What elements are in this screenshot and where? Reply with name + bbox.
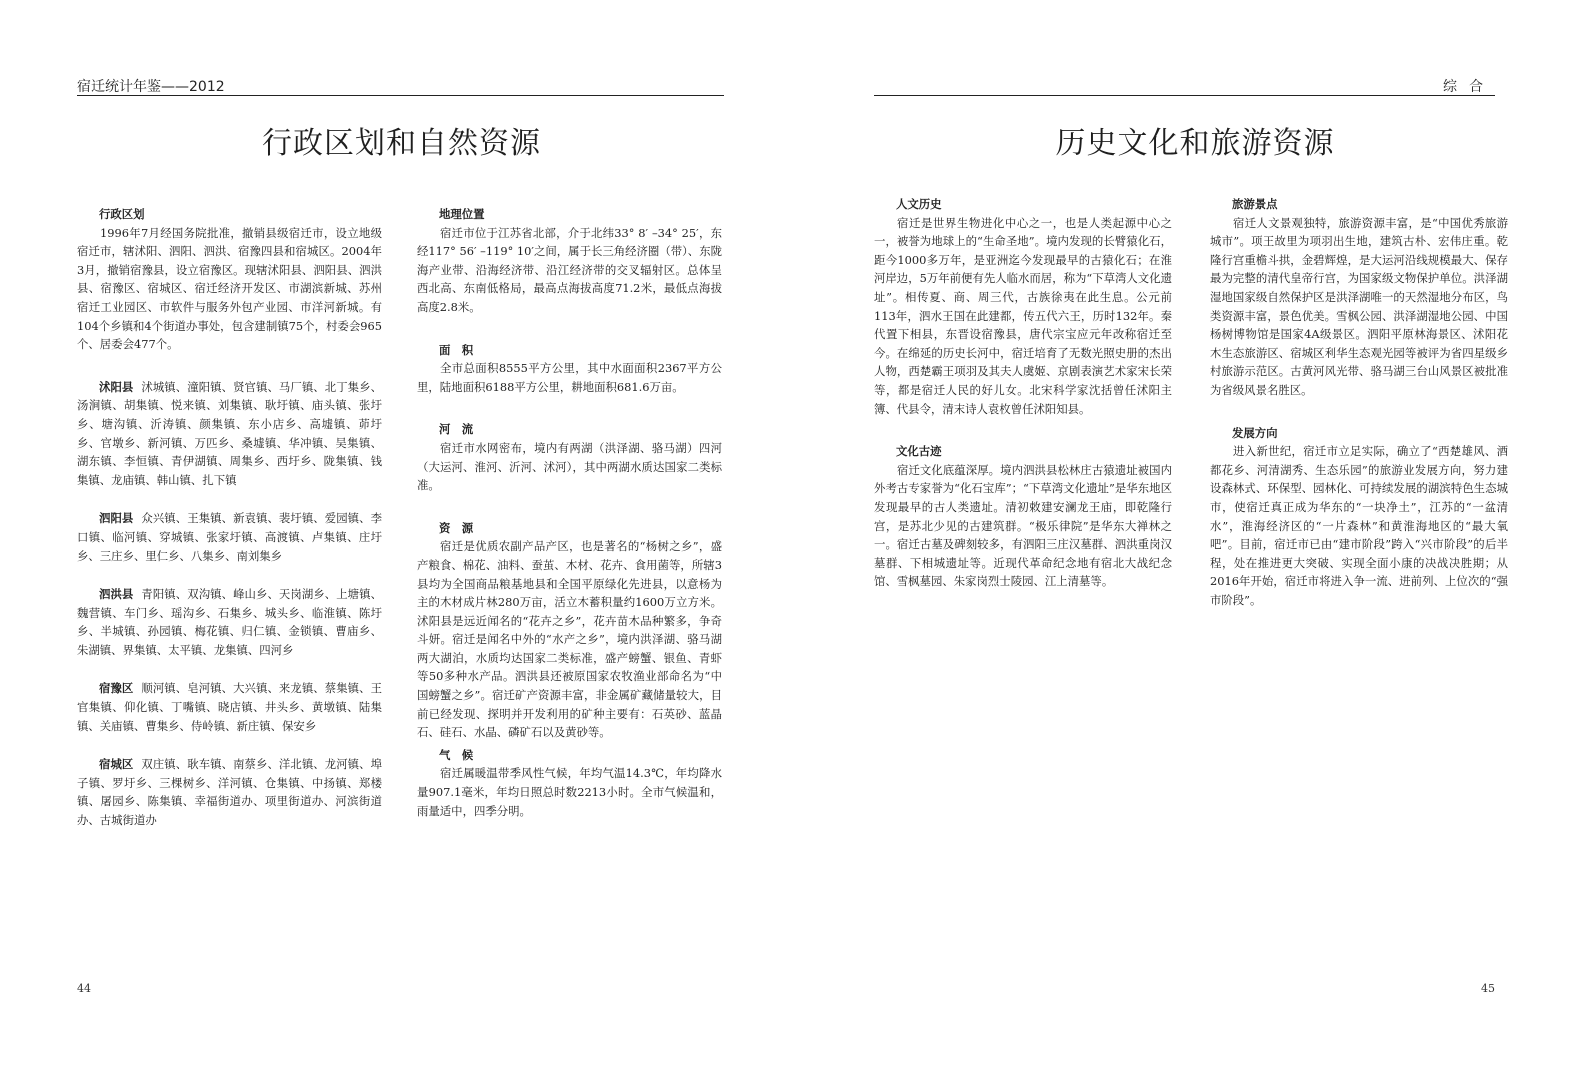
section-development bbox=[1210, 424, 1508, 610]
district-name: 宿豫区 bbox=[99, 681, 134, 696]
page-title: 行政区划和自然资源 bbox=[262, 126, 541, 161]
section-rivers bbox=[417, 420, 722, 494]
section-heading: 河 流 bbox=[439, 422, 474, 437]
running-head: 综合 bbox=[1443, 79, 1495, 95]
section-text: 宿迁文化底蕴深厚。境内泗洪县松林庄古猿遗址被国内外考古专家誉为“化石宝库”；“下草湾文化遗址”是华东地区发现最早的古人类遗址。清初敕建安澜龙王庙，即乾隆行宫，是苏北少见的古建筑群。“极乐律院”是华东大禅林之一。宿迁古墓及碑刻较多，有泗阳三庄汉墓群、泗洪重岗汉墓群、下相城遗址等。近现代革命纪念地有宿北大战纪念馆、雪枫墓园、朱家岗烈士陵园、江上清墓等。 bbox=[874, 462, 1172, 589]
district-sucheng bbox=[77, 755, 382, 829]
district-name: 泗阳县 bbox=[99, 511, 134, 526]
page-number: 44 bbox=[77, 982, 91, 995]
district-towns: 众兴镇、王集镇、新袁镇、裴圩镇、爱园镇、李口镇、临河镇、穿城镇、张家圩镇、高渡镇、卢集镇、庄圩乡、三庄乡、里仁乡、八集乡、南刘集乡 bbox=[77, 511, 382, 563]
section-heading: 行政区划 bbox=[99, 207, 145, 221]
section-text: 宿迁属暖温带季风性气候，年均气温14.3℃，年均降水量907.1毫米，年均日照总时数2213小时。全市气候温和，雨量适中，四季分明。 bbox=[417, 766, 722, 818]
section-heritage bbox=[874, 442, 1172, 591]
district-towns: 沭城镇、潼阳镇、贤官镇、马厂镇、北丁集乡、汤涧镇、胡集镇、悦来镇、刘集镇、耿圩镇、庙头镇、张圩乡、塘沟镇、沂涛镇、颜集镇、东小店乡、高墟镇、茆圩乡、官墩乡、新河镇、万匹乡、桑墟镇、华冲镇、吴集镇、湖东镇、李恒镇、青伊湖镇、周集乡、西圩乡、陇集镇、钱集镇、龙庙镇、韩山镇、扎下镇 bbox=[77, 379, 382, 487]
left-column-1 bbox=[77, 205, 382, 850]
section-text: 全市总面积8555平方公里，其中水面面积2367平方公里，陆地面积6188平方公里，耕地面积681.6万亩。 bbox=[417, 361, 722, 394]
section-heading: 人文历史 bbox=[896, 197, 942, 211]
section-heading: 面 积 bbox=[439, 342, 474, 357]
section-heading: 发展方向 bbox=[1232, 425, 1278, 440]
running-head: 宿迁统计年鉴——2012 bbox=[77, 79, 225, 95]
section-admin-division bbox=[77, 205, 382, 354]
district-name: 宿城区 bbox=[99, 757, 134, 772]
district-towns: 顺河镇、皂河镇、大兴镇、来龙镇、蔡集镇、王官集镇、仰化镇、丁嘴镇、晓店镇、井头乡、黄墩镇、陆集镇、关庙镇、曹集乡、侍岭镇、新庄镇、保安乡 bbox=[77, 681, 382, 733]
section-text: 宿迁是优质农副产品产区，也是著名的“杨树之乡”，盛产粮食、棉花、油料、蚕茧、木材、花卉、食用菌等，所辖3县均为全国商品粮基地县和全国平原绿化先进县，以意杨为主的木材成片林280万亩，活立木蓄积量约1600万立方米。沭阳县是远近闻名的“花卉之乡”，花卉苗木品种繁多，争奇斗妍。宿迁是闻名中外的“水产之乡”，境内洪泽湖、骆马湖两大湖泊，水质均达国家二类标准，盛产螃蟹、银鱼、青虾等50多种水产品。泗洪县还被原国家农牧渔业部命名为“中国螃蟹之乡”。宿迁矿产资源丰富，非金属矿藏储量较大，目前已经发现、探明并开发利用的矿种主要有：石英砂、蓝晶石、硅石、水晶、磷矿石以及黄砂等。 bbox=[417, 539, 722, 740]
left-page bbox=[0, 0, 793, 1077]
right-column-1 bbox=[874, 195, 1172, 615]
section-resources bbox=[417, 519, 722, 742]
page-title: 历史文化和旅游资源 bbox=[1055, 126, 1335, 161]
section-climate bbox=[417, 746, 722, 820]
district-sihong bbox=[77, 585, 382, 659]
section-text: 宿迁市位于江苏省北部，介于北纬33° 8′ –34° 25′，东经117° 56′ –119° 10′之间，属于长三角经济圈（带）、东陇海产业带、沿海经济带、沿江经济带的交叉辐射区。总体呈西北高、东南低格局，最高点海拔高度71.2米，最低点海拔高度2.8米。 bbox=[417, 225, 722, 314]
right-column-2 bbox=[1210, 195, 1508, 633]
section-text: 宿迁人文景观独特，旅游资源丰富，是“中国优秀旅游城市”。项王故里为项羽出生地，建筑古朴、宏伟庄重。乾隆行宫重檐斗拱，金碧辉煌，是大运河沿线规模最大、保存最为完整的清代皇帝行宫，为国家级文物保护单位。洪泽湖湿地国家级自然保护区是洪泽湖唯一的天然湿地分布区，鸟类资源丰富，景色优美。雪枫公园、洪泽湖湿地公园、中国杨树博物馆是国家4A级景区。泗阳平原林海景区、沭阳花木生态旅游区、宿城区利华生态观光园等被评为省四星级乡村旅游示范区。古黄河风光带、骆马湖三台山风景区被批准为省级风景名胜区。 bbox=[1210, 215, 1508, 397]
section-text: 宿迁是世界生物进化中心之一，也是人类起源中心之一，被誉为地球上的“生命圣地”。境内发现的长臂猿化石，距今1000多万年，是亚洲迄今发现最早的古猿化石；在淮河岸边，5万年前便有先人临水而居，称为“下草湾人文化遗址”。相传夏、商、周三代，古族徐夷在此生息。公元前113年，泗水王国在此建都，传五代六王，历时132年。秦代置下相县，东晋设宿豫县，唐代宗宝应元年改称宿迁至今。在绵延的历史长河中，宿迁培育了无数光照史册的杰出人物，西楚霸王项羽及其夫人虞姬、京剧表演艺术家宋长荣等，都是宿迁人民的好儿女。北宋科学家沈括曾任沭阳主簿、代县令，清末诗人袁枚曾任沭阳知县。 bbox=[874, 215, 1172, 416]
section-text: 1996年7月经国务院批准，撤销县级宿迁市，设立地级宿迁市，辖沭阳、泗阳、泗洪、宿豫四县和宿城区。2004年3月，撤销宿豫县，设立宿豫区。现辖沭阳县、泗阳县、泗洪县、宿豫区、宿城区、宿迁经济开发区、市湖滨新城、苏州宿迁工业园区、市软件与服务外包产业园、市洋河新城。有104个乡镇和4个街道办事处，包含建制镇75个，村委会965个、居委会477个。 bbox=[77, 225, 382, 352]
district-towns: 双庄镇、耿车镇、南蔡乡、洋北镇、龙河镇、埠子镇、罗圩乡、三棵树乡、洋河镇、仓集镇、中扬镇、郑楼镇、屠园乡、陈集镇、幸福街道办、项里街道办、河滨街道办、古城街道办 bbox=[77, 757, 382, 828]
section-heading: 旅游景点 bbox=[1232, 197, 1278, 211]
district-suyu bbox=[77, 679, 382, 735]
header-rule bbox=[874, 95, 1495, 96]
district-siyang bbox=[77, 509, 382, 565]
section-heading: 地理位置 bbox=[439, 207, 485, 221]
page-number: 45 bbox=[1481, 982, 1495, 995]
section-heading: 气 候 bbox=[439, 747, 474, 762]
right-page bbox=[793, 0, 1587, 1077]
section-heading: 文化古迹 bbox=[896, 444, 942, 459]
district-towns: 青阳镇、双沟镇、峰山乡、天岗湖乡、上塘镇、魏营镇、车门乡、瑶沟乡、石集乡、城头乡、临淮镇、陈圩乡、半城镇、孙园镇、梅花镇、归仁镇、金锁镇、曹庙乡、朱湖镇、界集镇、太平镇、龙集镇、四河乡 bbox=[77, 587, 382, 657]
section-history bbox=[874, 195, 1172, 418]
header-rule bbox=[77, 95, 724, 96]
section-text: 宿迁市水网密布，境内有两湖（洪泽湖、骆马湖）四河（大运河、淮河、沂河、沭河），其中两湖水质达国家二类标准。 bbox=[417, 440, 722, 493]
section-area bbox=[417, 341, 722, 397]
left-column-2 bbox=[417, 205, 722, 844]
section-heading: 资 源 bbox=[439, 520, 474, 535]
section-attractions bbox=[1210, 195, 1508, 400]
section-text: 进入新世纪，宿迁市立足实际，确立了“西楚雄风、酒都花乡、河清湖秀、生态乐园”的旅游业发展方向，努力建设森林式、环保型、园林化、可持续发展的湖滨特色生态城市，使宿迁真正成为华东的“一块净土”，江苏的“一盆清水”，淮海经济区的“一片森林”和黄淮海地区的“最大氧吧”。目前，宿迁市已由“建市阶段”跨入“兴市阶段”的后半程，处在推进更大突破、实现全面小康的决战决胜期；从2016年开始，宿迁市将进入争一流、进前列、上位次的“强市阶段”。 bbox=[1210, 444, 1508, 607]
district-name: 沭阳县 bbox=[99, 379, 134, 394]
section-location bbox=[417, 205, 722, 317]
district-name: 泗洪县 bbox=[99, 587, 134, 602]
district-shuyang bbox=[77, 378, 382, 490]
